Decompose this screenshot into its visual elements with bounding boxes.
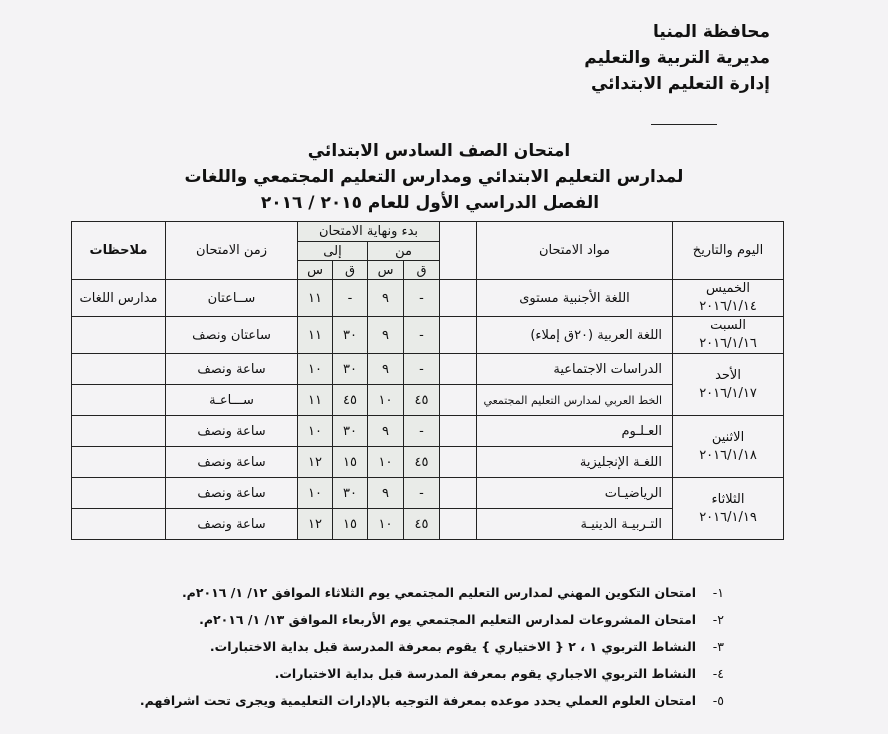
rule-number: ٤- bbox=[712, 666, 724, 681]
header-start-end: بدء ونهاية الامتحان bbox=[298, 222, 440, 242]
rule-item bbox=[182, 585, 724, 601]
day-name: الأحد bbox=[715, 367, 741, 383]
to-hour-cell: ١٢ bbox=[298, 447, 333, 478]
exam-term: الفصل الدراسي الأول للعام ٢٠١٥ / ٢٠١٦ bbox=[260, 193, 600, 213]
day-date: ٢٠١٦/١/١٧ bbox=[699, 385, 757, 401]
to-minute-cell: ٣٠ bbox=[333, 354, 368, 385]
notes-cell bbox=[72, 478, 166, 509]
notes-cell bbox=[72, 385, 166, 416]
notes-cell bbox=[72, 447, 166, 478]
day-date: ٢٠١٦/١/١٤ bbox=[699, 299, 757, 314]
notes-cell bbox=[72, 317, 166, 354]
exam-title: امتحان الصف السادس الابتدائي bbox=[307, 141, 571, 161]
to-minute-cell: - bbox=[333, 280, 368, 317]
duration-cell: ساعة ونصف bbox=[166, 354, 298, 385]
subject-cell: اللغـة الإنجليزية bbox=[477, 447, 673, 478]
duration-cell: ساعة ونصف bbox=[166, 478, 298, 509]
header-from: من bbox=[368, 242, 440, 261]
header-from-hour: س bbox=[368, 261, 404, 280]
rule-text: امتحان التكوين المهني لمدارس التعليم المجتمعي يوم الثلاثاء الموافق ١٢/ ١/ ٢٠١٦م. bbox=[181, 585, 696, 600]
duration-cell: ساعة ونصف bbox=[166, 447, 298, 478]
to-minute-cell: ٤٥ bbox=[333, 385, 368, 416]
table-row bbox=[72, 280, 784, 317]
to-minute-cell: ١٥ bbox=[333, 447, 368, 478]
exam-schedule-table bbox=[71, 221, 784, 540]
to-hour-cell: ١٢ bbox=[298, 509, 333, 540]
day-name: الاثنين bbox=[711, 429, 745, 445]
spacer-cell bbox=[440, 385, 477, 416]
rule-text: النشاط التربوي الاجباري يقوم بمعرفة المدرسة قبل بداية الاختبارات. bbox=[274, 666, 696, 681]
day-date: ٢٠١٦/١/١٨ bbox=[699, 447, 757, 463]
to-minute-cell: ٣٠ bbox=[333, 478, 368, 509]
table-row bbox=[72, 354, 784, 385]
to-hour-cell: ١٠ bbox=[298, 354, 333, 385]
governorate-heading: محافظة المنيا bbox=[653, 22, 770, 42]
duration-cell: ســـاعـة bbox=[166, 385, 298, 416]
duration-cell: ســاعتان bbox=[166, 280, 298, 317]
spacer-cell bbox=[440, 317, 477, 354]
rule-text: امتحان العلوم العملي يحدد موعده بمعرفة التوجيه بالإدارات التعليمية ويجرى تحت اشرافهم. bbox=[139, 693, 696, 708]
from-minute-cell: ٤٥ bbox=[404, 385, 440, 416]
subject-cell: الدراسات الاجتماعية bbox=[477, 354, 673, 385]
to-hour-cell: ١١ bbox=[298, 317, 333, 354]
from-hour-cell: ١٠ bbox=[368, 447, 404, 478]
from-hour-cell: ٩ bbox=[368, 354, 404, 385]
header-notes: ملاحظات bbox=[72, 222, 166, 280]
header-to-hour: س bbox=[298, 261, 333, 280]
spacer-cell bbox=[440, 478, 477, 509]
notes-cell: مدارس اللغات bbox=[72, 280, 166, 317]
header-day-date: اليوم والتاريخ bbox=[673, 222, 784, 280]
spacer-cell bbox=[440, 447, 477, 478]
day-name: السبت bbox=[710, 318, 746, 333]
from-hour-cell: ١٠ bbox=[368, 509, 404, 540]
from-minute-cell: - bbox=[404, 416, 440, 447]
spacer-cell bbox=[440, 354, 477, 385]
header-to: إلى bbox=[298, 242, 368, 261]
header-to-minute: ق bbox=[333, 261, 368, 280]
day-name: الخميس bbox=[706, 281, 750, 296]
spacer-cell bbox=[440, 280, 477, 317]
rule-number: ٢- bbox=[712, 612, 724, 627]
rule-item bbox=[199, 612, 724, 628]
table-row bbox=[72, 317, 784, 354]
from-hour-cell: ١٠ bbox=[368, 385, 404, 416]
notes-cell bbox=[72, 354, 166, 385]
from-minute-cell: ٤٥ bbox=[404, 447, 440, 478]
to-hour-cell: ١١ bbox=[298, 280, 333, 317]
duration-cell: ساعة ونصف bbox=[166, 416, 298, 447]
header-underline bbox=[651, 124, 717, 125]
to-hour-cell: ١١ bbox=[298, 385, 333, 416]
rule-number: ٥- bbox=[712, 693, 724, 708]
subject-cell: اللغة العربية (٢٠ق إملاء) bbox=[477, 317, 673, 354]
day-cell bbox=[673, 280, 784, 317]
from-minute-cell: - bbox=[404, 478, 440, 509]
table-row bbox=[72, 416, 784, 447]
subject-cell: التـربيـة الدينيـة bbox=[477, 509, 673, 540]
header-from-minute: ق bbox=[404, 261, 440, 280]
duration-cell: ساعة ونصف bbox=[166, 509, 298, 540]
to-hour-cell: ١٠ bbox=[298, 416, 333, 447]
day-cell bbox=[673, 478, 784, 540]
administration-heading: إدارة التعليم الابتدائي bbox=[590, 74, 770, 94]
duration-cell: ساعتان ونصف bbox=[166, 317, 298, 354]
subject-cell: الرياضيـات bbox=[477, 478, 673, 509]
from-minute-cell: - bbox=[404, 317, 440, 354]
day-name: الثلاثاء bbox=[711, 491, 745, 507]
subject-cell: الخط العربي لمدارس التعليم المجتمعي bbox=[477, 385, 673, 416]
notes-cell bbox=[72, 509, 166, 540]
header-range-spacer bbox=[440, 222, 477, 280]
day-date: ٢٠١٦/١/١٦ bbox=[699, 336, 757, 351]
rule-text: امتحان المشروعات لمدارس التعليم المجتمعي يوم الأربعاء الموافق ١٣/ ١/ ٢٠١٦م. bbox=[199, 612, 696, 627]
from-hour-cell: ٩ bbox=[368, 416, 404, 447]
from-minute-cell: - bbox=[404, 354, 440, 385]
from-minute-cell: ٤٥ bbox=[404, 509, 440, 540]
notes-cell bbox=[72, 416, 166, 447]
spacer-cell bbox=[440, 416, 477, 447]
header-subjects: مواد الامتحان bbox=[477, 222, 673, 280]
rule-number: ١- bbox=[712, 585, 724, 600]
subject-cell: العـلـوم bbox=[477, 416, 673, 447]
rule-item bbox=[210, 639, 724, 655]
from-hour-cell: ٩ bbox=[368, 478, 404, 509]
to-minute-cell: ٣٠ bbox=[333, 317, 368, 354]
to-minute-cell: ٣٠ bbox=[333, 416, 368, 447]
subject-cell: اللغة الأجنبية مستوى bbox=[477, 280, 673, 317]
day-cell bbox=[673, 354, 784, 416]
to-hour-cell: ١٠ bbox=[298, 478, 333, 509]
rule-number: ٣- bbox=[712, 639, 724, 654]
rule-item bbox=[140, 693, 724, 709]
to-minute-cell: ١٥ bbox=[333, 509, 368, 540]
directorate-heading: مديرية التربية والتعليم bbox=[584, 48, 770, 68]
day-cell bbox=[673, 416, 784, 478]
day-cell bbox=[673, 317, 784, 354]
from-hour-cell: ٩ bbox=[368, 280, 404, 317]
header-duration: زمن الامتحان bbox=[166, 222, 298, 280]
spacer-cell bbox=[440, 509, 477, 540]
from-hour-cell: ٩ bbox=[368, 317, 404, 354]
day-date: ٢٠١٦/١/١٩ bbox=[699, 509, 757, 525]
rule-item bbox=[275, 666, 724, 682]
rule-text: النشاط التربوي ١ ، ٢ { الاختياري } يقوم بمعرفة المدرسة قبل بداية الاختبارات. bbox=[209, 639, 696, 654]
exam-subtitle: لمدارس التعليم الابتدائي ومدارس التعليم المجتمعي واللغات bbox=[184, 167, 684, 187]
table-row bbox=[72, 478, 784, 509]
from-minute-cell: - bbox=[404, 280, 440, 317]
